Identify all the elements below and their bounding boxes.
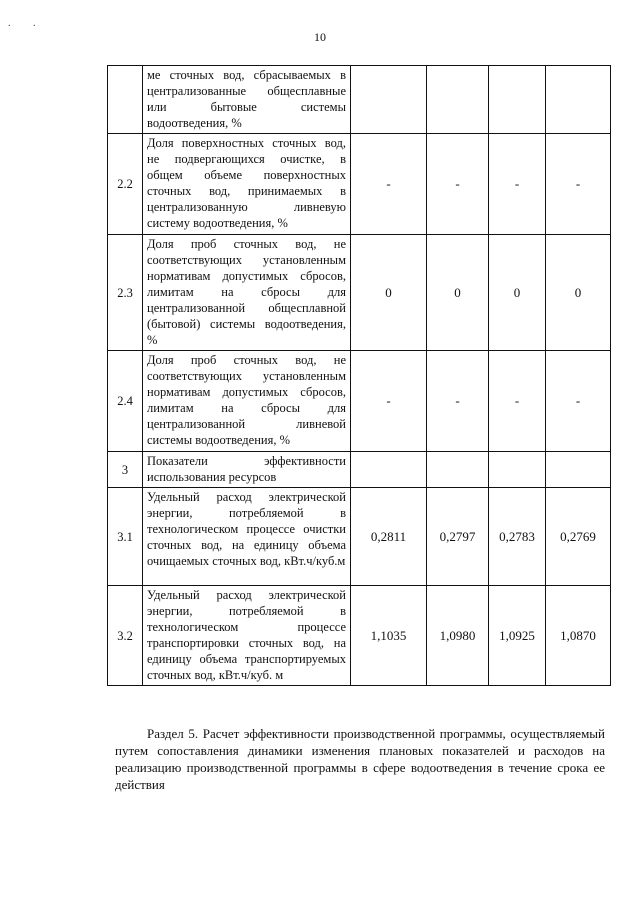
row-number: 3.2 (108, 586, 143, 686)
table-row (108, 351, 611, 452)
value-cell (427, 66, 489, 134)
value-cell: 1,0980 (427, 586, 489, 686)
value-cell: 0 (351, 235, 427, 351)
value-cell (489, 66, 546, 134)
row-number: 2.2 (108, 134, 143, 235)
value-cell: 1,0870 (546, 586, 611, 686)
value-cell: 0 (489, 235, 546, 351)
indicators-table (107, 65, 611, 686)
value-cell: - (427, 351, 489, 452)
value-cell (427, 452, 489, 488)
value-cell (489, 452, 546, 488)
row-number: 3 (108, 452, 143, 488)
value-cell: 0,2797 (427, 488, 489, 586)
value-cell (546, 452, 611, 488)
table-row (108, 66, 611, 134)
value-cell: - (351, 351, 427, 452)
value-cell: 0,2783 (489, 488, 546, 586)
value-cell: - (546, 134, 611, 235)
value-cell: 0,2769 (546, 488, 611, 586)
row-number (108, 66, 143, 134)
table-row (108, 235, 611, 351)
row-description: Доля проб сточных вод, не соответствующих установленным нормативам допустимых сбросов, лимитам на сбросы для централизованной общесплавной (бытовой) системы водоотведения, % (143, 235, 351, 351)
value-cell: - (546, 351, 611, 452)
table-row (108, 134, 611, 235)
value-cell: - (427, 134, 489, 235)
table-row (108, 452, 611, 488)
value-cell: - (351, 134, 427, 235)
row-number: 2.4 (108, 351, 143, 452)
section-heading-paragraph: Раздел 5. Расчет эффективности производственной программы, осуществляемый путем сопоставления динамики изменения плановых показателей и расходов на реализацию производственной программы в сфере водоотведения в течение срока ее действия (115, 726, 605, 792)
row-number: 3.1 (108, 488, 143, 586)
page-number: 10 (314, 30, 326, 44)
value-cell (546, 66, 611, 134)
value-cell: 0 (546, 235, 611, 351)
value-cell: 1,1035 (351, 586, 427, 686)
value-cell: 0,2811 (351, 488, 427, 586)
row-description: Удельный расход электрической энергии, потребляемой в технологическом процессе очистки сточных вод, на единицу объема очищаемых сточных вод, кВт.ч/куб.м (143, 488, 351, 586)
row-description: Доля проб сточных вод, не соответствующих установленным нормативам допустимых сбросов, лимитам на сбросы для централизованной ливневой системы водоотведения, % (143, 351, 351, 452)
row-description: ме сточных вод, сбрасываемых в централизованные общесплавные или бытовые системы водоотведения, % (143, 66, 351, 134)
value-cell: 0 (427, 235, 489, 351)
row-number: 2.3 (108, 235, 143, 351)
table-row (108, 586, 611, 686)
row-description: Показатели эффективности использования ресурсов (143, 452, 351, 488)
value-cell: 1,0925 (489, 586, 546, 686)
row-description: Удельный расход электрической энергии, потребляемой в технологическом процессе транспортировки сточных вод, на единицу объема транспортируемых сточных вод, кВт.ч/куб. м (143, 586, 351, 686)
corner-mark: . . (8, 18, 46, 29)
value-cell: - (489, 351, 546, 452)
value-cell (351, 452, 427, 488)
value-cell (351, 66, 427, 134)
value-cell: - (489, 134, 546, 235)
table-row (108, 488, 611, 586)
row-description: Доля поверхностных сточных вод, не подвергающихся очистке, в общем объеме поверхностных сточных вод, принимаемых в централизованную ливневую систему водоотведения, % (143, 134, 351, 235)
